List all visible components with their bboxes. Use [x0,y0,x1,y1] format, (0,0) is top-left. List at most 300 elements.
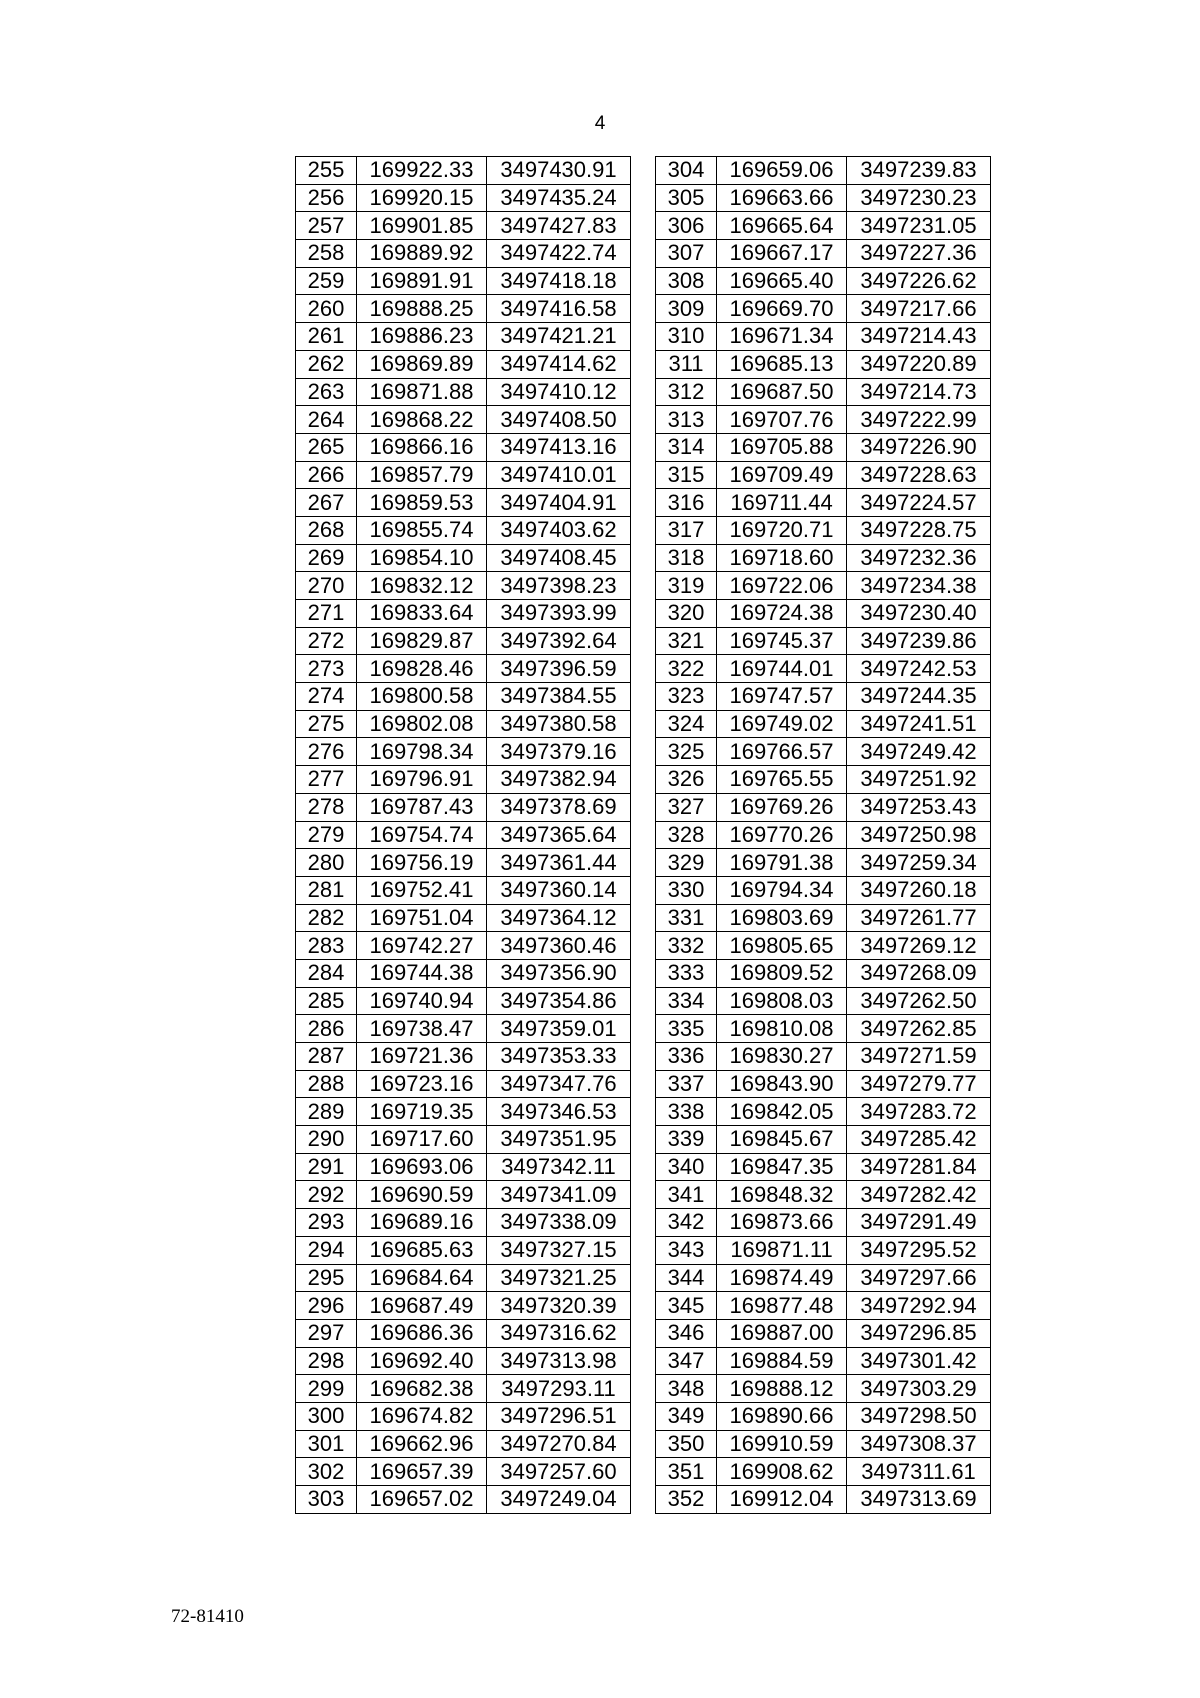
point-number-cell: 256 [296,184,357,212]
point-number-cell: 326 [656,766,717,794]
table-row [656,1209,991,1237]
y-coordinate-cell: 3497241.51 [847,710,991,738]
table-row [296,959,631,987]
y-coordinate-cell: 3497435.24 [487,184,631,212]
x-coordinate-cell: 169765.55 [717,766,847,794]
table-row [656,1181,991,1209]
y-coordinate-cell: 3497308.37 [847,1430,991,1458]
y-coordinate-cell: 3497378.69 [487,793,631,821]
y-coordinate-cell: 3497220.89 [847,350,991,378]
table-row [656,1236,991,1264]
point-number-cell: 261 [296,323,357,351]
y-coordinate-cell: 3497297.66 [847,1264,991,1292]
x-coordinate-cell: 169889.92 [357,240,487,268]
point-number-cell: 303 [296,1486,357,1514]
x-coordinate-cell: 169685.63 [357,1236,487,1264]
table-row [296,849,631,877]
point-number-cell: 348 [656,1375,717,1403]
point-number-cell: 317 [656,516,717,544]
x-coordinate-cell: 169843.90 [717,1070,847,1098]
x-coordinate-cell: 169920.15 [357,184,487,212]
y-coordinate-cell: 3497303.29 [847,1375,991,1403]
x-coordinate-cell: 169738.47 [357,1015,487,1043]
x-coordinate-cell: 169848.32 [717,1181,847,1209]
x-coordinate-cell: 169857.79 [357,461,487,489]
x-coordinate-cell: 169723.16 [357,1070,487,1098]
table-row [656,184,991,212]
point-number-cell: 347 [656,1347,717,1375]
y-coordinate-cell: 3497253.43 [847,793,991,821]
table-row [656,378,991,406]
x-coordinate-cell: 169687.50 [717,378,847,406]
x-coordinate-cell: 169891.91 [357,267,487,295]
table-row [296,600,631,628]
point-number-cell: 270 [296,572,357,600]
point-number-cell: 264 [296,406,357,434]
point-number-cell: 273 [296,655,357,683]
y-coordinate-cell: 3497408.45 [487,544,631,572]
y-coordinate-cell: 3497342.11 [487,1153,631,1181]
x-coordinate-cell: 169663.66 [717,184,847,212]
y-coordinate-cell: 3497296.85 [847,1319,991,1347]
y-coordinate-cell: 3497404.91 [487,489,631,517]
y-coordinate-cell: 3497346.53 [487,1098,631,1126]
table-row [656,212,991,240]
y-coordinate-cell: 3497262.50 [847,987,991,1015]
x-coordinate-cell: 169803.69 [717,904,847,932]
y-coordinate-cell: 3497239.86 [847,627,991,655]
y-coordinate-cell: 3497414.62 [487,350,631,378]
point-number-cell: 329 [656,849,717,877]
table-row [656,323,991,351]
y-coordinate-cell: 3497382.94 [487,766,631,794]
table-row [296,516,631,544]
y-coordinate-cell: 3497408.50 [487,406,631,434]
x-coordinate-cell: 169751.04 [357,904,487,932]
table-row [656,876,991,904]
table-row [296,1430,631,1458]
document-id: 72-81410 [171,1606,244,1627]
x-coordinate-cell: 169682.38 [357,1375,487,1403]
point-number-cell: 263 [296,378,357,406]
table-row [296,489,631,517]
table-row [296,1458,631,1486]
point-number-cell: 318 [656,544,717,572]
y-coordinate-cell: 3497230.23 [847,184,991,212]
point-number-cell: 272 [296,627,357,655]
y-coordinate-cell: 3497379.16 [487,738,631,766]
table-row [296,1043,631,1071]
x-coordinate-cell: 169886.23 [357,323,487,351]
y-coordinate-cell: 3497222.99 [847,406,991,434]
y-coordinate-cell: 3497230.40 [847,600,991,628]
x-coordinate-cell: 169873.66 [717,1209,847,1237]
point-number-cell: 271 [296,600,357,628]
y-coordinate-cell: 3497427.83 [487,212,631,240]
x-coordinate-cell: 169686.36 [357,1319,487,1347]
y-coordinate-cell: 3497321.25 [487,1264,631,1292]
point-number-cell: 262 [296,350,357,378]
y-coordinate-cell: 3497261.77 [847,904,991,932]
point-number-cell: 346 [656,1319,717,1347]
table-row [656,627,991,655]
y-coordinate-cell: 3497228.63 [847,461,991,489]
point-number-cell: 301 [296,1430,357,1458]
x-coordinate-cell: 169808.03 [717,987,847,1015]
table-row [656,1153,991,1181]
y-coordinate-cell: 3497360.14 [487,876,631,904]
point-number-cell: 351 [656,1458,717,1486]
x-coordinate-cell: 169800.58 [357,683,487,711]
table-row [296,1264,631,1292]
table-row [656,738,991,766]
y-coordinate-cell: 3497416.58 [487,295,631,323]
y-coordinate-cell: 3497269.12 [847,932,991,960]
x-coordinate-cell: 169742.27 [357,932,487,960]
x-coordinate-cell: 169766.57 [717,738,847,766]
table-row [296,1375,631,1403]
point-number-cell: 342 [656,1209,717,1237]
x-coordinate-cell: 169659.06 [717,157,847,185]
table-row [656,1402,991,1430]
y-coordinate-cell: 3497259.34 [847,849,991,877]
x-coordinate-cell: 169866.16 [357,433,487,461]
point-number-cell: 352 [656,1486,717,1514]
point-number-cell: 304 [656,157,717,185]
y-coordinate-cell: 3497257.60 [487,1458,631,1486]
y-coordinate-cell: 3497214.73 [847,378,991,406]
table-row [656,1375,991,1403]
x-coordinate-cell: 169877.48 [717,1292,847,1320]
table-row [656,904,991,932]
table-row [296,904,631,932]
x-coordinate-cell: 169912.04 [717,1486,847,1514]
point-number-cell: 275 [296,710,357,738]
table-row [656,710,991,738]
x-coordinate-cell: 169802.08 [357,710,487,738]
y-coordinate-cell: 3497292.94 [847,1292,991,1320]
table-row [656,1043,991,1071]
table-row [296,295,631,323]
point-number-cell: 267 [296,489,357,517]
y-coordinate-cell: 3497262.85 [847,1015,991,1043]
y-coordinate-cell: 3497313.98 [487,1347,631,1375]
y-coordinate-cell: 3497403.62 [487,516,631,544]
table-row [296,1486,631,1514]
point-number-cell: 328 [656,821,717,849]
point-number-cell: 293 [296,1209,357,1237]
table-row [656,489,991,517]
table-row [656,1015,991,1043]
table-row [656,821,991,849]
x-coordinate-cell: 169752.41 [357,876,487,904]
x-coordinate-cell: 169890.66 [717,1402,847,1430]
y-coordinate-cell: 3497398.23 [487,572,631,600]
point-number-cell: 322 [656,655,717,683]
table-row [296,766,631,794]
y-coordinate-cell: 3497224.57 [847,489,991,517]
table-row [296,267,631,295]
point-number-cell: 299 [296,1375,357,1403]
table-row [296,433,631,461]
table-row [296,821,631,849]
x-coordinate-cell: 169871.88 [357,378,487,406]
point-number-cell: 319 [656,572,717,600]
x-coordinate-cell: 169705.88 [717,433,847,461]
table-row [296,1236,631,1264]
table-row [296,1402,631,1430]
x-coordinate-cell: 169717.60 [357,1126,487,1154]
point-number-cell: 341 [656,1181,717,1209]
y-coordinate-cell: 3497418.18 [487,267,631,295]
x-coordinate-cell: 169810.08 [717,1015,847,1043]
point-number-cell: 339 [656,1126,717,1154]
point-number-cell: 278 [296,793,357,821]
y-coordinate-cell: 3497268.09 [847,959,991,987]
point-number-cell: 336 [656,1043,717,1071]
table-row [296,406,631,434]
y-coordinate-cell: 3497360.46 [487,932,631,960]
y-coordinate-cell: 3497361.44 [487,849,631,877]
x-coordinate-cell: 169887.00 [717,1319,847,1347]
x-coordinate-cell: 169721.36 [357,1043,487,1071]
y-coordinate-cell: 3497291.49 [847,1209,991,1237]
point-number-cell: 307 [656,240,717,268]
point-number-cell: 312 [656,378,717,406]
y-coordinate-cell: 3497270.84 [487,1430,631,1458]
x-coordinate-cell: 169868.22 [357,406,487,434]
y-coordinate-cell: 3497293.11 [487,1375,631,1403]
x-coordinate-cell: 169847.35 [717,1153,847,1181]
point-number-cell: 333 [656,959,717,987]
x-coordinate-cell: 169747.57 [717,683,847,711]
point-number-cell: 321 [656,627,717,655]
y-coordinate-cell: 3497279.77 [847,1070,991,1098]
x-coordinate-cell: 169787.43 [357,793,487,821]
x-coordinate-cell: 169684.64 [357,1264,487,1292]
point-number-cell: 316 [656,489,717,517]
point-number-cell: 276 [296,738,357,766]
y-coordinate-cell: 3497311.61 [847,1458,991,1486]
point-number-cell: 260 [296,295,357,323]
point-number-cell: 344 [656,1264,717,1292]
y-coordinate-cell: 3497384.55 [487,683,631,711]
y-coordinate-cell: 3497234.38 [847,572,991,600]
table-row [656,600,991,628]
table-row [296,1319,631,1347]
point-number-cell: 294 [296,1236,357,1264]
point-number-cell: 279 [296,821,357,849]
point-number-cell: 298 [296,1347,357,1375]
y-coordinate-cell: 3497301.42 [847,1347,991,1375]
x-coordinate-cell: 169709.49 [717,461,847,489]
y-coordinate-cell: 3497282.42 [847,1181,991,1209]
point-number-cell: 327 [656,793,717,821]
x-coordinate-cell: 169874.49 [717,1264,847,1292]
y-coordinate-cell: 3497356.90 [487,959,631,987]
point-number-cell: 297 [296,1319,357,1347]
table-row [656,849,991,877]
y-coordinate-cell: 3497244.35 [847,683,991,711]
table-row [296,1070,631,1098]
x-coordinate-cell: 169845.67 [717,1126,847,1154]
point-number-cell: 306 [656,212,717,240]
x-coordinate-cell: 169687.49 [357,1292,487,1320]
point-number-cell: 265 [296,433,357,461]
y-coordinate-cell: 3497422.74 [487,240,631,268]
point-number-cell: 283 [296,932,357,960]
y-coordinate-cell: 3497320.39 [487,1292,631,1320]
y-coordinate-cell: 3497380.58 [487,710,631,738]
y-coordinate-cell: 3497365.64 [487,821,631,849]
x-coordinate-cell: 169662.96 [357,1430,487,1458]
y-coordinate-cell: 3497298.50 [847,1402,991,1430]
point-number-cell: 281 [296,876,357,904]
table-row [296,544,631,572]
y-coordinate-cell: 3497249.04 [487,1486,631,1514]
point-number-cell: 309 [656,295,717,323]
y-coordinate-cell: 3497242.53 [847,655,991,683]
x-coordinate-cell: 169791.38 [717,849,847,877]
y-coordinate-cell: 3497226.62 [847,267,991,295]
point-number-cell: 284 [296,959,357,987]
y-coordinate-cell: 3497228.75 [847,516,991,544]
x-coordinate-cell: 169667.17 [717,240,847,268]
table-row [296,378,631,406]
x-coordinate-cell: 169871.11 [717,1236,847,1264]
point-number-cell: 288 [296,1070,357,1098]
x-coordinate-cell: 169830.27 [717,1043,847,1071]
x-coordinate-cell: 169657.39 [357,1458,487,1486]
point-number-cell: 266 [296,461,357,489]
x-coordinate-cell: 169770.26 [717,821,847,849]
y-coordinate-cell: 3497251.92 [847,766,991,794]
table-row [656,1126,991,1154]
table-row [656,516,991,544]
x-coordinate-cell: 169720.71 [717,516,847,544]
x-coordinate-cell: 169854.10 [357,544,487,572]
x-coordinate-cell: 169805.65 [717,932,847,960]
point-number-cell: 335 [656,1015,717,1043]
point-number-cell: 310 [656,323,717,351]
table-row [296,876,631,904]
point-number-cell: 308 [656,267,717,295]
table-row [656,932,991,960]
y-coordinate-cell: 3497338.09 [487,1209,631,1237]
x-coordinate-cell: 169669.70 [717,295,847,323]
table-row [296,1098,631,1126]
table-row [656,350,991,378]
table-row [656,987,991,1015]
point-number-cell: 340 [656,1153,717,1181]
table-row [296,710,631,738]
y-coordinate-cell: 3497296.51 [487,1402,631,1430]
x-coordinate-cell: 169657.02 [357,1486,487,1514]
x-coordinate-cell: 169922.33 [357,157,487,185]
point-number-cell: 302 [296,1458,357,1486]
table-row [656,766,991,794]
table-row [296,1015,631,1043]
table-row [296,987,631,1015]
point-number-cell: 325 [656,738,717,766]
point-number-cell: 337 [656,1070,717,1098]
point-number-cell: 285 [296,987,357,1015]
table-row [296,1347,631,1375]
table-row [656,295,991,323]
table-row [296,1292,631,1320]
x-coordinate-cell: 169901.85 [357,212,487,240]
x-coordinate-cell: 169859.53 [357,489,487,517]
table-row [656,683,991,711]
table-row [296,240,631,268]
x-coordinate-cell: 169842.05 [717,1098,847,1126]
x-coordinate-cell: 169740.94 [357,987,487,1015]
table-row [656,544,991,572]
y-coordinate-cell: 3497393.99 [487,600,631,628]
table-row [296,1126,631,1154]
y-coordinate-cell: 3497359.01 [487,1015,631,1043]
table-row [296,212,631,240]
coordinate-table-left [295,156,631,1514]
x-coordinate-cell: 169689.16 [357,1209,487,1237]
x-coordinate-cell: 169685.13 [717,350,847,378]
table-row [296,184,631,212]
y-coordinate-cell: 3497295.52 [847,1236,991,1264]
table-row [656,572,991,600]
point-number-cell: 323 [656,683,717,711]
table-row [296,627,631,655]
y-coordinate-cell: 3497239.83 [847,157,991,185]
x-coordinate-cell: 169829.87 [357,627,487,655]
point-number-cell: 343 [656,1236,717,1264]
table-row [656,1347,991,1375]
x-coordinate-cell: 169794.34 [717,876,847,904]
x-coordinate-cell: 169665.64 [717,212,847,240]
point-number-cell: 287 [296,1043,357,1071]
x-coordinate-cell: 169754.74 [357,821,487,849]
y-coordinate-cell: 3497421.21 [487,323,631,351]
y-coordinate-cell: 3497410.01 [487,461,631,489]
y-coordinate-cell: 3497260.18 [847,876,991,904]
x-coordinate-cell: 169888.25 [357,295,487,323]
point-number-cell: 338 [656,1098,717,1126]
x-coordinate-cell: 169722.06 [717,572,847,600]
point-number-cell: 330 [656,876,717,904]
point-number-cell: 269 [296,544,357,572]
table-row [296,572,631,600]
x-coordinate-cell: 169910.59 [717,1430,847,1458]
table-row [656,655,991,683]
table-row [296,461,631,489]
x-coordinate-cell: 169671.34 [717,323,847,351]
x-coordinate-cell: 169745.37 [717,627,847,655]
x-coordinate-cell: 169798.34 [357,738,487,766]
point-number-cell: 292 [296,1181,357,1209]
x-coordinate-cell: 169888.12 [717,1375,847,1403]
x-coordinate-cell: 169796.91 [357,766,487,794]
point-number-cell: 315 [656,461,717,489]
table-row [296,157,631,185]
point-number-cell: 277 [296,766,357,794]
x-coordinate-cell: 169908.62 [717,1458,847,1486]
y-coordinate-cell: 3497354.86 [487,987,631,1015]
y-coordinate-cell: 3497413.16 [487,433,631,461]
point-number-cell: 291 [296,1153,357,1181]
x-coordinate-cell: 169744.01 [717,655,847,683]
point-number-cell: 349 [656,1402,717,1430]
point-number-cell: 286 [296,1015,357,1043]
x-coordinate-cell: 169674.82 [357,1402,487,1430]
